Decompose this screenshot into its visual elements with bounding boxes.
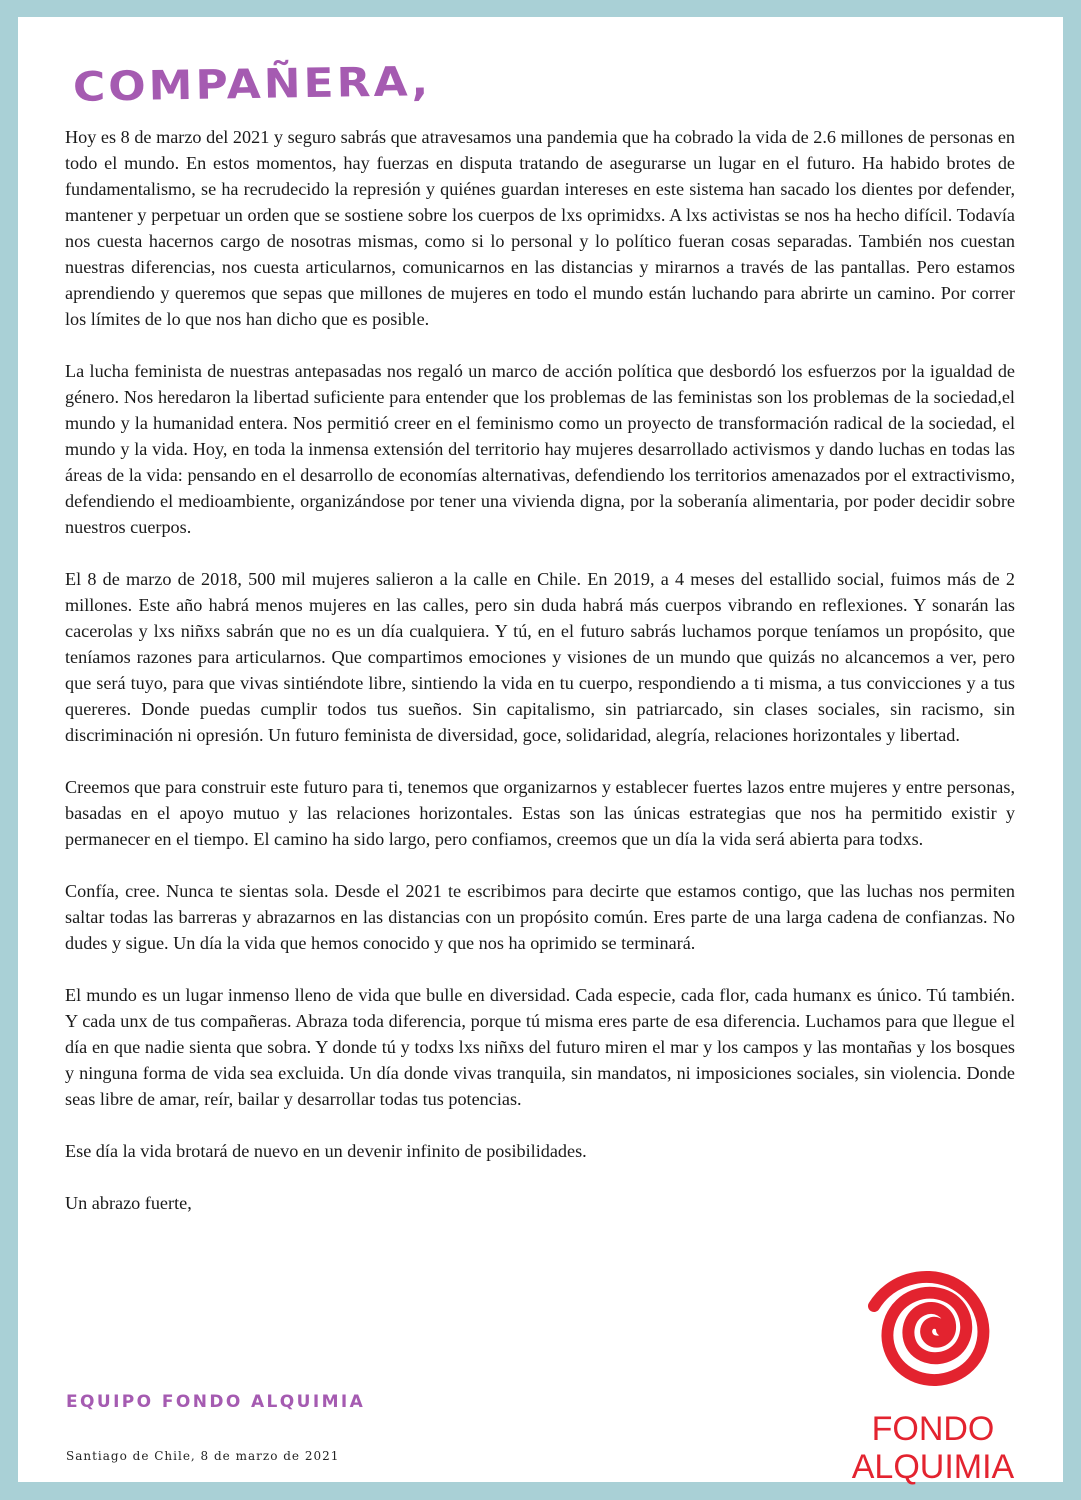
- paragraph-6: El mundo es un lugar inmenso lleno de vida que bulle en diversidad. Cada especie, cada flor, cada humanx es único. Tú también. Y cada unx de tus compañeras. Abraza toda diferencia, porque tú misma eres parte de esa diferencia. Luchamos para que llegue el día en que nadie sienta que sobra. Y donde tú y todxs lxs niñxs del futuro miren el mar y los campos y las montañas y los bosques y ninguna forma de vida sea excluida. Un día donde vivas tranquila, sin mandatos, ni imposiciones sociales, sin violencia. Donde seas libre de amar, reír, bailar y desarrollar todas tus potencias.: [65, 985, 1015, 1109]
- closing-line: Un abrazo fuerte,: [65, 1193, 192, 1213]
- fondo-alquimia-logo: [838, 1262, 1028, 1490]
- logo-text-line1: FONDO: [871, 1410, 995, 1448]
- logo-text-line2: ALQUIMIA: [851, 1448, 1015, 1486]
- spiral-icon: [838, 1262, 1028, 1412]
- paragraph-5: Confía, cree. Nunca te sientas sola. Desde el 2021 te escribimos para decirte que estamos contigo, que las luchas nos permiten saltar todas las barreras y abrazarnos en las distancias con un propósito común. Eres parte de una larga cadena de confianzas. No dudes y sigue. Un día la vida que hemos conocido y que nos ha oprimido se terminará.: [65, 881, 1015, 953]
- letter-title: COMPAÑERA,: [72, 58, 432, 111]
- signature: EQUIPO FONDO ALQUIMIA: [66, 1392, 366, 1412]
- paragraph-4: Creemos que para construir este futuro para ti, tenemos que organizarnos y establecer fuertes lazos entre mujeres y entre personas, basadas en el apoyo mutuo y las relaciones horizontales. Estas son las únicas estrategias que nos ha permitido existir y permanecer en el tiempo. El camino ha sido largo, pero confiamos, creemos que un día la vida será abierta para todxs.: [65, 777, 1015, 849]
- paragraph-3: El 8 de marzo de 2018, 500 mil mujeres salieron a la calle en Chile. En 2019, a 4 meses del estallido social, fuimos más de 2 millones. Este año habrá menos mujeres en las calles, pero sin duda habrá más cuerpos vibrando en reflexiones. Y sonarán las cacerolas y lxs niñxs sabrán que no es un día cualquiera. Y tú, en el futuro sabrás luchamos porque teníamos un propósito, que teníamos razones para articularnos. Que compartimos emociones y visiones de un mundo que quizás no alcancemos a ver, pero que será tuyo, para que vivas sintiéndote libre, sintiendo la vida en tu cuerpo, respondiendo a ti misma, a tus convicciones y a tus quereres. Donde puedas cumplir todos tus sueños. Sin capitalismo, sin patriarcado, sin clases sociales, sin racismo, sin discriminación ni opresión. Un futuro feminista de diversidad, goce, solidaridad, alegría, relaciones horizontales y libertad.: [65, 569, 1015, 745]
- paragraph-7: Ese día la vida brotará de nuevo en un devenir infinito de posibilidades.: [65, 1141, 587, 1161]
- paragraph-2: La lucha feminista de nuestras antepasadas nos regaló un marco de acción política que desbordó los esfuerzos por la igualdad de género. Nos heredaron la libertad suficiente para entender que los problemas de las feministas son los problemas de la sociedad,el mundo y la humanidad entera. Nos permitió creer en el feminismo como un proyecto de transformación radical de la sociedad, el mundo y la vida. Hoy, en toda la inmensa extensión del territorio hay mujeres desarrollado activismos y dando luchas en todas las áreas de la vida: pensando en el desarrollo de economías alternativas, defendiendo los territorios amenazados por el extractivismo, defendiendo el medioambiente, organizándose por tener una vivienda digna, por la soberanía alimentaria, por poder decidir sobre nuestros cuerpos.: [65, 361, 1015, 537]
- place-date: Santiago de Chile, 8 de marzo de 2021: [66, 1449, 340, 1463]
- letter-body: [65, 124, 1015, 1216]
- paragraph-1: Hoy es 8 de marzo del 2021 y seguro sabrás que atravesamos una pandemia que ha cobrado la vida de 2.6 millones de personas en todo el mundo. En estos momentos, hay fuerzas en disputa tratando de asegurarse un lugar en el futuro. Ha habido brotes de fundamentalismo, se ha recrudecido la represión y quiénes guardan intereses en este sistema han sacado los dientes por defender, mantener y perpetuar un orden que se sostiene sobre los cuerpos de lxs oprimidxs. A lxs activistas se nos ha hecho difícil. Todavía nos cuesta hacernos cargo de nosotras mismas, como si lo personal y lo político fueran cosas separadas. También nos cuestan nuestras diferencias, nos cuesta articularnos, comunicarnos en las distancias y mirarnos a través de las pantallas. Pero estamos aprendiendo y queremos que sepas que millones de mujeres en todo el mundo están luchando para abrirte un camino. Por correr los límites de lo que nos han dicho que es posible.: [65, 127, 1015, 329]
- letter-page: [18, 17, 1063, 1486]
